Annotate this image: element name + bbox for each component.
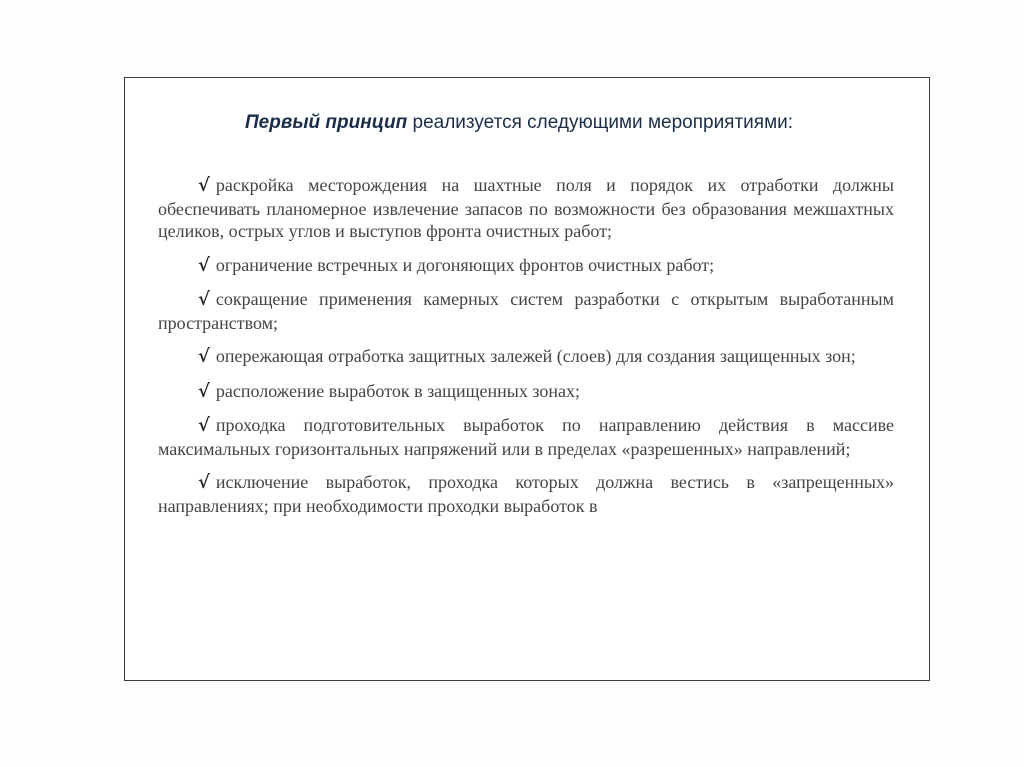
checkmark-icon: √ [198,175,210,196]
list-item [158,254,894,278]
slide-heading [245,112,845,134]
list-item-text: ограничение встречных и догоняющих фронтов очистных работ; [215,254,715,275]
checkmark-icon: √ [198,254,210,276]
list-item-text: сокращение применения камерных систем разработки с открытым выработанным пространством; [158,289,894,333]
list-item [158,288,894,334]
list-item [158,174,894,243]
heading-emphasis: Первый принцип [245,112,408,133]
list-item [158,471,894,517]
list-item-text: исключение выработок, проходка которых должна вестись в «запрещенных» направлениях; при необходимости проходки выработок в [158,472,894,516]
list-item [158,380,894,404]
checkmark-icon: √ [198,415,210,436]
slide-frame [124,77,930,681]
checkmark-icon: √ [198,289,210,310]
heading-rest: реализуется следующими мероприятиями: [407,112,794,133]
list-item [158,345,894,369]
list-item-text: расположение выработок в защищенных зонах; [215,380,581,401]
list-item [158,414,894,460]
list-item-text: опережающая отработка защитных залежей (слоев) для создания защищенных зон; [215,346,856,366]
measures-list [158,174,894,517]
checkmark-icon: √ [198,472,210,493]
list-item-text: проходка подготовительных выработок по направлению действия в массиве максимальных горизонтальных напряжений или в пределах «разрешенных» направлений; [158,415,894,459]
checkmark-icon: √ [198,380,210,402]
list-item-text: раскройка месторождения на шахтные поля и порядок их отработки должны обеспечивать планомерное извлечение запасов по возможности без образования межшахтных целиков, острых углов и выступов фронта очистных работ; [158,175,894,241]
checkmark-icon: √ [198,346,210,367]
